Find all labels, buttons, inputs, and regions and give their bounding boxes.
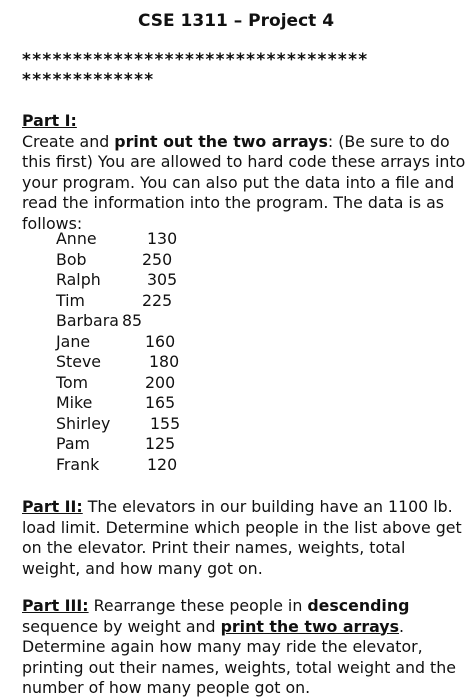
person-name: Barbara — [56, 311, 119, 330]
person-name: Bob — [56, 249, 87, 269]
person-weight: 85 — [122, 311, 143, 330]
person-name: Anne — [56, 229, 97, 248]
part-3-text-2: sequence by weight and — [22, 616, 221, 636]
part-1-bold-1: print out the two arrays — [114, 131, 328, 151]
part-1-heading: Part I: — [22, 111, 77, 130]
person-weight: 250 — [142, 249, 173, 269]
person-name: Steve — [56, 352, 102, 371]
asterisk-divider-line-1: ********************************** — [22, 50, 369, 70]
person-weight: 120 — [147, 454, 178, 474]
person-weight: 160 — [145, 331, 176, 351]
person-weight: 305 — [147, 270, 178, 289]
part-3-text-1: Rearrange these people in — [88, 596, 308, 615]
part-2-text: The elevators in our building have an 1100 lb. load limit. Determine which people in the list above get on the elevator. Print their names, weights, total weight, and how many got on. — [22, 497, 462, 578]
person-name: Pam — [56, 434, 90, 453]
person-weight: 155 — [150, 413, 181, 433]
person-weight: 180 — [149, 352, 180, 371]
page-title: CSE 1311 – Project 4 — [137, 11, 335, 31]
part-2-heading: Part II: — [22, 497, 83, 516]
person-weight: 165 — [145, 393, 176, 412]
part-3-paragraph — [22, 596, 467, 699]
part-1-text-1: Create and — [22, 131, 115, 151]
person-name: Tim — [56, 290, 85, 310]
person-weight: 225 — [142, 290, 173, 310]
person-weight: 200 — [145, 372, 176, 392]
person-name: Ralph — [56, 270, 101, 289]
person-name: Mike — [56, 393, 93, 412]
person-weight: 130 — [147, 229, 178, 248]
part-2-paragraph — [22, 497, 467, 579]
part-3-heading: Part III: — [22, 596, 89, 615]
part-1-paragraph — [22, 111, 467, 234]
asterisk-divider-line-2: ************* — [22, 70, 155, 90]
person-name: Shirley — [56, 413, 111, 433]
part-3-bold-descending: descending — [307, 596, 410, 615]
person-name: Jane — [56, 331, 91, 351]
person-name: Frank — [56, 454, 100, 474]
person-weight: 125 — [145, 434, 176, 453]
person-name: Tom — [56, 372, 89, 392]
part-3-bold-print-arrays: print the two arrays — [220, 616, 400, 636]
part-3-text-3: . Determine again how many may ride the elevator, printing out their names, weights, total weight and the number of how many people got on. — [22, 616, 456, 697]
part-1-text-2: : (Be sure to do this first) You are allowed to hard code these arrays into your program. You can also put the data into a file and read the information into the program. The data is as follows: — [22, 131, 466, 233]
